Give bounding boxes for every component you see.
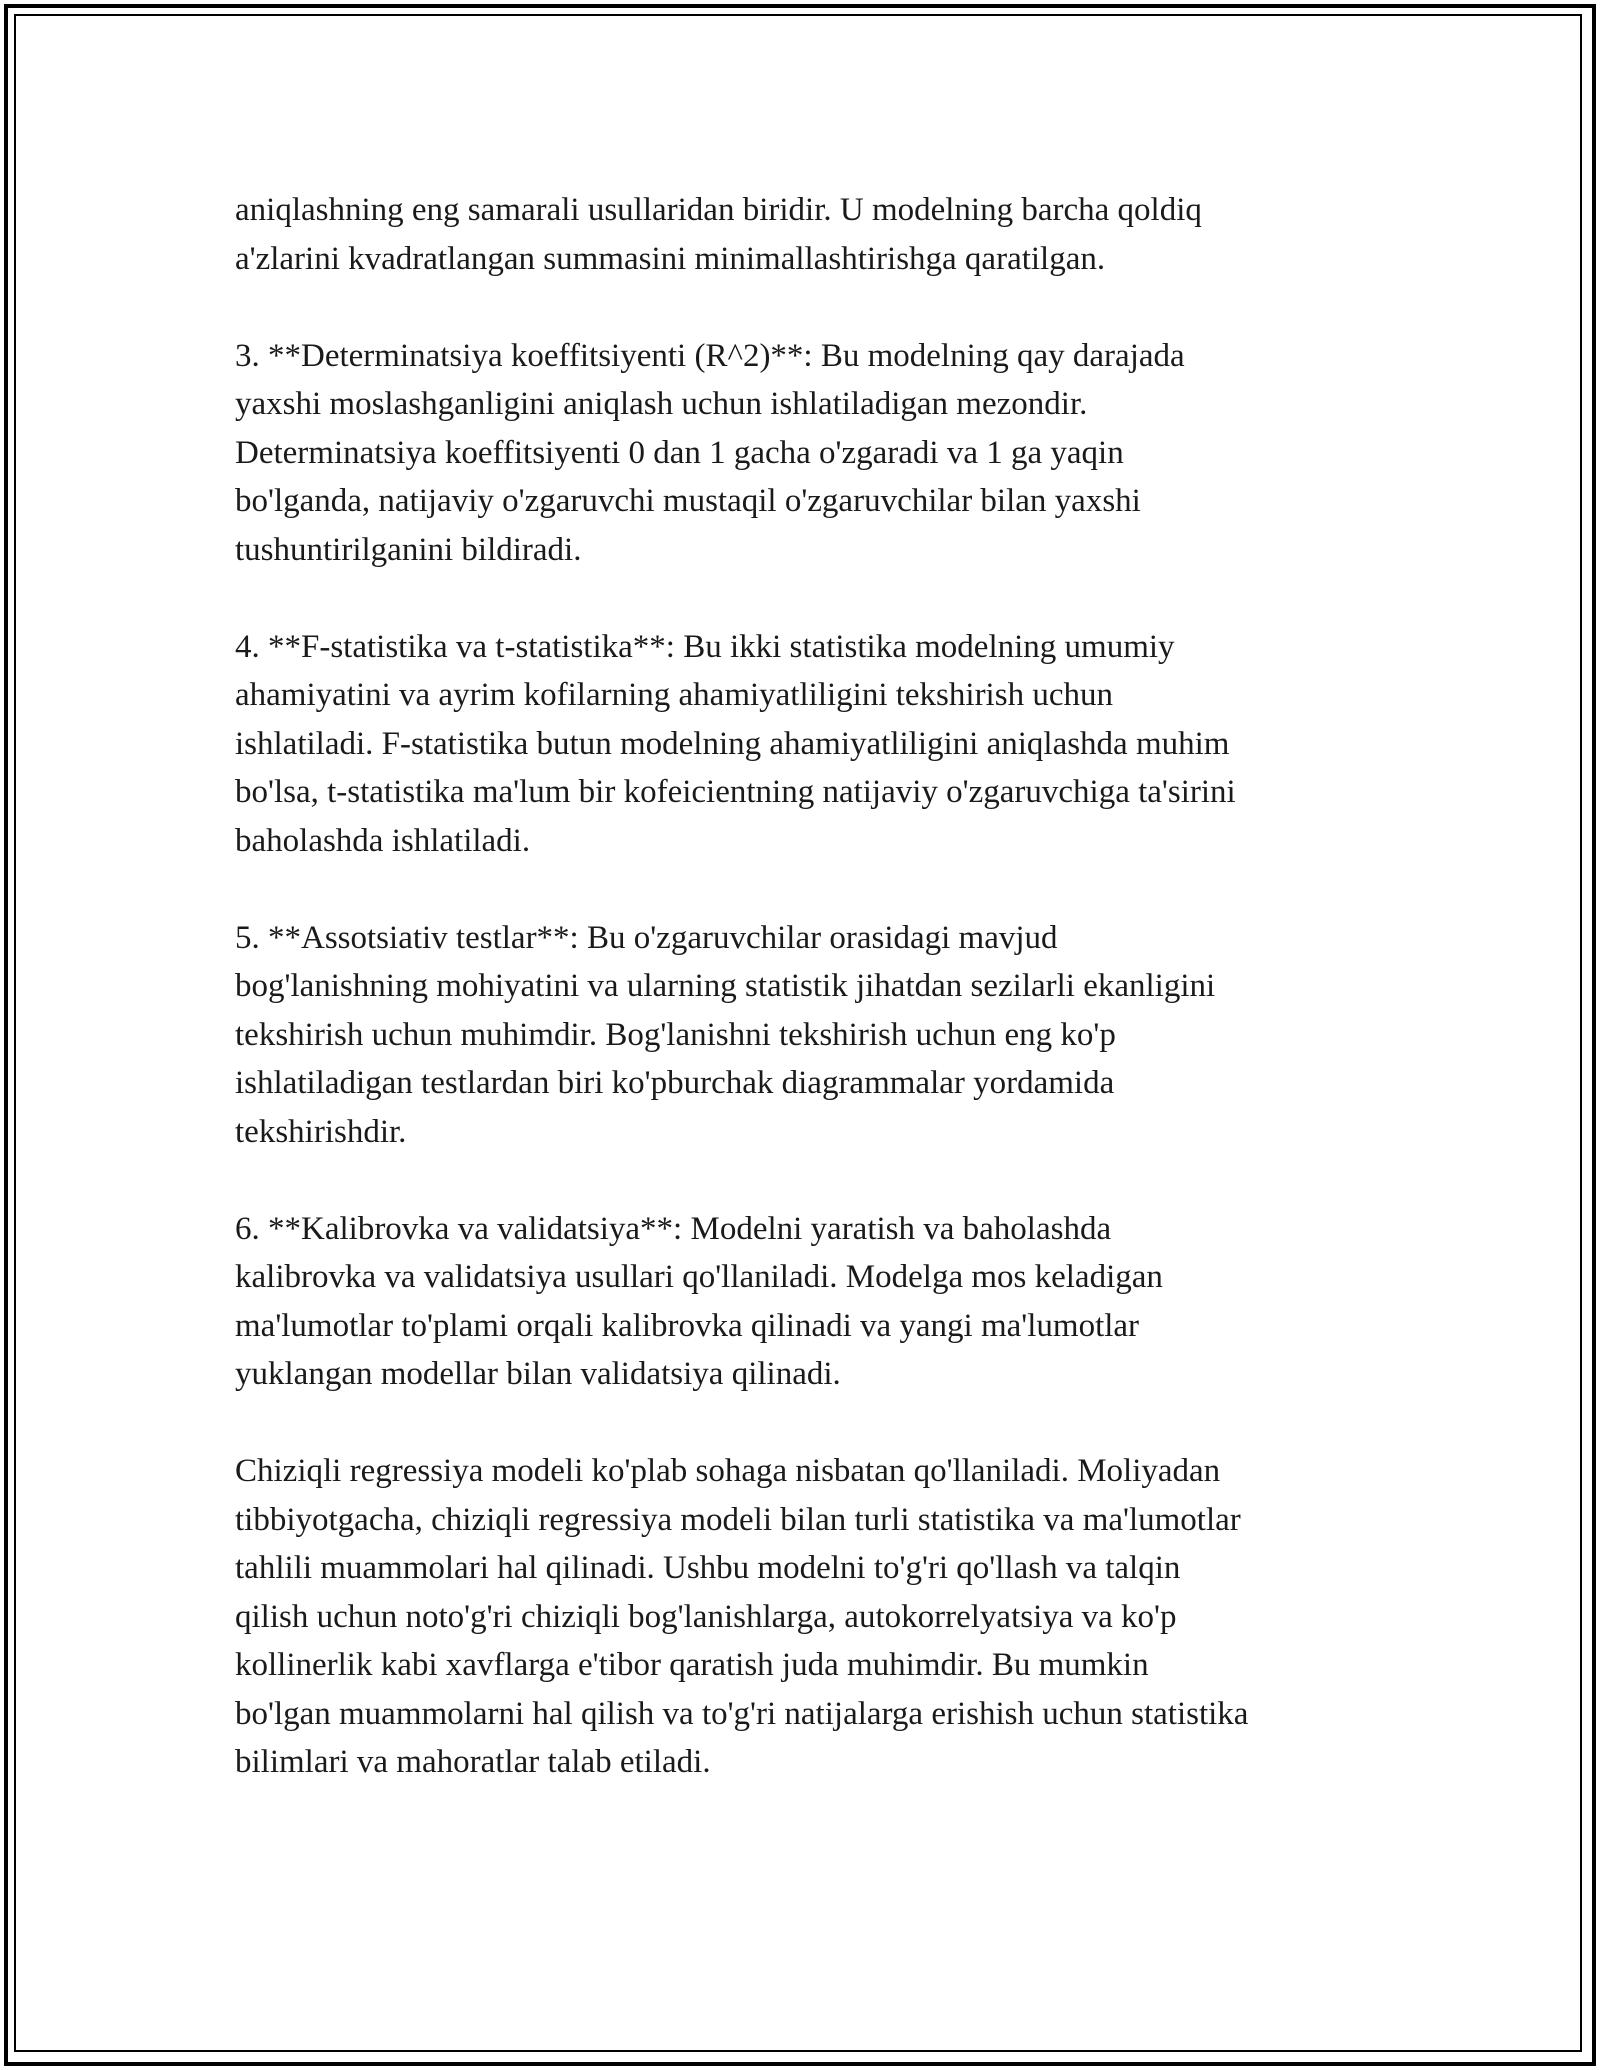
document-body <box>235 186 1385 1835</box>
paragraph-determination-coefficient: 3. **Determinatsiya koeffitsiyenti (R^2)**: Bu modelning qay darajada yaxshi moslashganligini aniqlash uchun ishlatiladigan mezondir. Determinatsiya koeffitsiyenti 0 dan 1 gacha o'zgaradi va 1 ga yaqin bo'lganda, natijaviy o'zgaruvchi mustaqil o'zgaruvchilar bilan yaxshi tushuntirilganini bildiradi. <box>235 337 1185 568</box>
paragraph-conclusion: Chiziqli regressiya modeli ko'plab sohaga nisbatan qo'llaniladi. Moliyadan tibbiyotgacha, chiziqli regressiya modeli bilan turli statistika va ma'lumotlar tahlili muammolari hal qilinadi. Ushbu modelni to'g'ri qo'llash va talqin qilish uchun noto'g'ri chiziqli bog'lanishlarga, autokorrelyatsiya va ko'p kollinerlik kabi xavflarga e'tibor qaratish juda muhimdir. Bu mumkin bo'lgan muammolarni hal qilish va to'g'ri natijalarga erishish uchun statistika bilimlari va mahoratlar talab etiladi. <box>235 1453 1249 1780</box>
paragraph-f-t-statistics: 4. **F-statistika va t-statistika**: Bu ikki statistika modelning umumiy ahamiyatini va ayrim kofilarning ahamiyatliligini tekshirish uchun ishlatiladi. F-statistika butun modelning ahamiyatliligini aniqlashda muhim bo'lsa, t-statistika ma'lum bir kofeicientning natijaviy o'zgaruvchiga ta'sirini baholashda ishlatiladi. <box>235 628 1236 859</box>
paragraph-intro-continuation: aniqlashning eng samarali usullaridan biridir. U modelning barcha qoldiq a'zlarini kvadratlangan summasini minimallashtirishga qaratilgan. <box>235 192 1202 277</box>
paragraph-calibration-validation: 6. **Kalibrovka va validatsiya**: Modelni yaratish va baholashda kalibrovka va validatsiya usullari qo'llaniladi. Modelga mos keladigan ma'lumotlar to'plami orqali kalibrovka qilinadi va yangi ma'lumotlar yuklangan modellar bilan validatsiya qilinadi. <box>235 1210 1163 1392</box>
paragraph-associative-tests: 5. **Assotsiativ testlar**: Bu o'zgaruvchilar orasidagi mavjud bog'lanishning mohiyatini va ularning statistik jihatdan sezilarli ekanligini tekshirish uchun muhimdir. Bog'lanishni tekshirish uchun eng ko'p ishlatiladigan testlardan biri ko'pburchak diagrammalar yordamida tekshirishdir. <box>235 919 1216 1150</box>
